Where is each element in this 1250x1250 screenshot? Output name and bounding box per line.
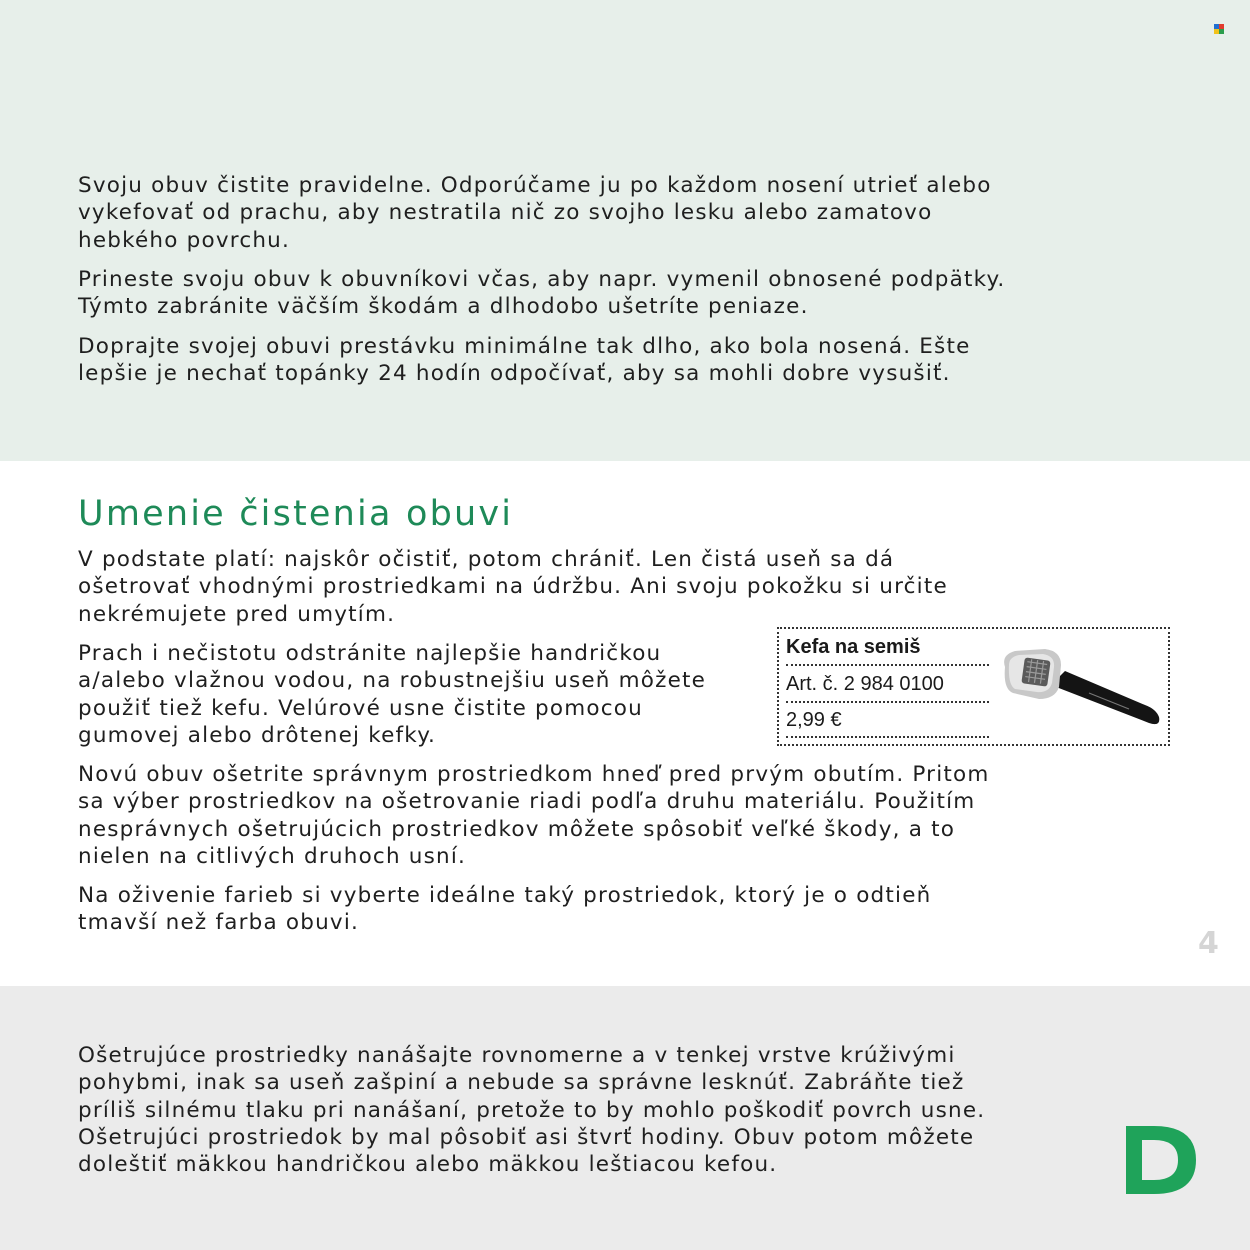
page-number: 4 bbox=[1198, 926, 1219, 961]
divider bbox=[786, 736, 989, 738]
product-card bbox=[777, 627, 1170, 746]
paragraph-rest-shoes: Doprajte svojej obuvi prestávku minimálne tak dlho, ako bola nosená. Ešte lepšie je nechať topánky 24 hodín odpočívať, aby sa mohli dobre vysušiť. bbox=[78, 334, 971, 387]
deichmann-d-logo-icon bbox=[1124, 1124, 1198, 1196]
paragraph-application: Ošetrujúce prostriedky nanášajte rovnomerne a v tenkej vrstve krúživými pohybmi, inak sa useň zašpiní a nebude sa správne lesknúť. Zabráňte tiež príliš silnému tlaku pri nanášaní, pretože to by mohlo poškodiť povrch usne. Ošetrujúci prostriedok by mal pôsobiť asi štvrť hodiny. Obuv potom môžete doleštiť mäkkou handričkou alebo mäkkou leštiacou kefou. bbox=[78, 1043, 986, 1178]
product-article-number: Art. č. 2 984 0100 bbox=[786, 673, 944, 695]
paragraph-regular-cleaning: Svoju obuv čistite pravidelne. Odporúčame ju po každom nosení utrieť alebo vykefovať od prachu, aby nestratila nič zo svojho lesku alebo zamatovo hebkého povrchu. bbox=[78, 173, 992, 253]
section-heading: Umenie čistenia obuvi bbox=[78, 494, 514, 534]
product-name: Kefa na semiš bbox=[786, 636, 921, 658]
divider bbox=[786, 701, 989, 703]
color-marker-icon bbox=[1214, 24, 1224, 34]
paragraph-cobbler: Prineste svoju obuv k obuvníkovi včas, aby napr. vymenil obnosené podpätky. Týmto zabránite väčším škodám a dlhodobo ušetríte peniaze. bbox=[78, 267, 1006, 320]
paragraph-new-shoes: Novú obuv ošetrite správnym prostriedkom hneď pred prvým obutím. Pritom sa výber prostriedkov na ošetrovanie riadi podľa druhu materiálu. Použitím nesprávnych ošetrujúcich prostriedkov môžete spôsobiť veľké škody, a to nielen na citlivých druhoch usní. bbox=[78, 762, 990, 869]
suede-brush-icon bbox=[999, 645, 1164, 730]
product-price: 2,99 € bbox=[786, 709, 842, 731]
divider bbox=[786, 664, 989, 666]
paragraph-clean-then-protect: V podstate platí: najskôr očistiť, potom chrániť. Len čistá useň sa dá ošetrovať vhodnými prostriedkami na údržbu. Ani svoju pokožku si určite nekrémujete pred umytím. bbox=[78, 547, 948, 627]
paragraph-dust-removal: Prach i nečistotu odstránite najlepšie handričkou a/alebo vlažnou vodou, na robustnejšiu useň môžete použiť tiež kefu. Velúrové usne čistite pomocou gumovej alebo drôtenej kefky. bbox=[78, 641, 707, 748]
paragraph-color-refresh: Na oživenie farieb si vyberte ideálne taký prostriedok, ktorý je o odtieň tmavší než farba obuvi. bbox=[78, 883, 932, 936]
